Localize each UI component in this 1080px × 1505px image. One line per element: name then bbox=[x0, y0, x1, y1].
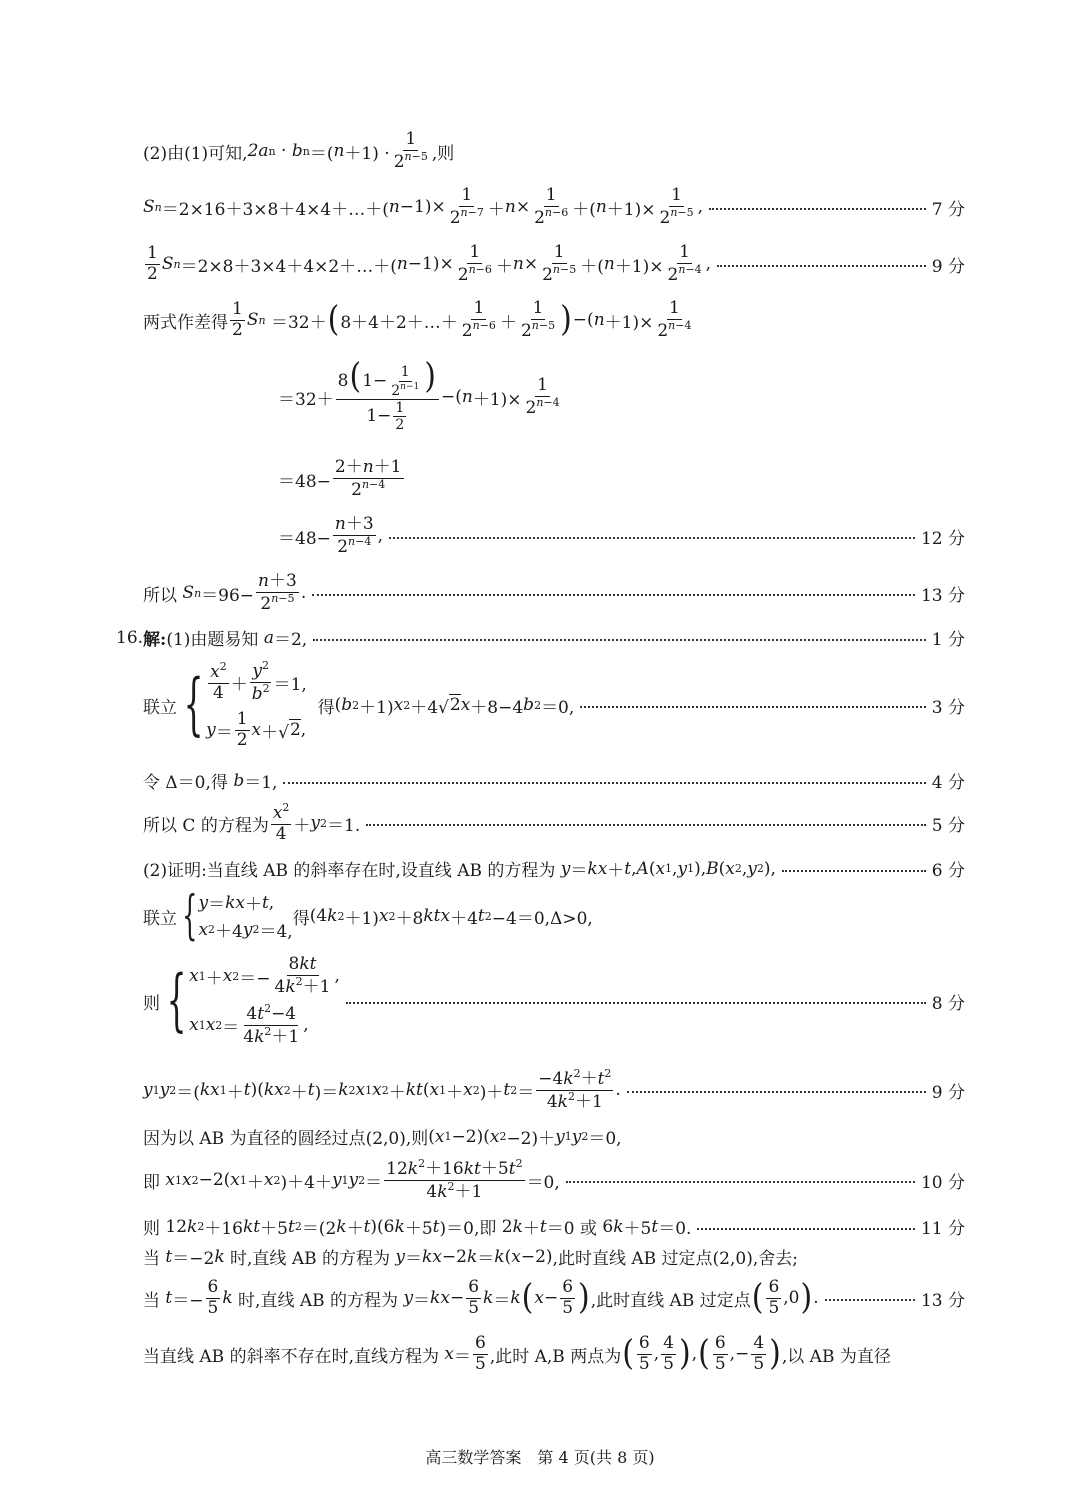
line-vieta bbox=[143, 955, 965, 1047]
huo-text: 或 bbox=[579, 1219, 597, 1239]
q16-header: 16. 解: (1)由题易知 a ＝2, 1 分 bbox=[116, 625, 965, 650]
line-system-2: 联立 { y ＝ kx ＋ t , x 2 ＋4 y 2 ＝4, 得 (4 k 2 ＋1) x 2 ＋8 ktx ＋4 t 2 −4＝0,Δ>0, bbox=[143, 886, 593, 946]
score-label: 12 分 bbox=[920, 528, 965, 549]
ji2-text: ,即 bbox=[473, 1219, 497, 1239]
ji-text: 即 bbox=[143, 1172, 160, 1193]
de-text: 得 bbox=[317, 697, 335, 718]
line-part2-intro: (2)由(1)可知, 2a n · b n ＝( n ＋1) · $\frac{1}{2^{n-5}}$ ,则 bbox=[143, 129, 455, 172]
dot-leader bbox=[312, 594, 915, 596]
dot-leader bbox=[283, 782, 925, 784]
score-label: 9 分 bbox=[931, 256, 965, 277]
ze-text: 则 bbox=[143, 993, 160, 1014]
dot-leader bbox=[566, 1181, 915, 1183]
score-label: 6 分 bbox=[931, 861, 965, 881]
equation-system: { $\frac{x^2}{4}$ ＋ $\frac{y^2}{b^2}$ ＝1, y ＝ $\frac{1}{2}$ x ＋√ 2 , bbox=[183, 659, 307, 750]
when-text: 当 bbox=[143, 1249, 160, 1269]
page-footer: 高三数学答案 第 4 页(共 8 页) bbox=[425, 1448, 655, 1467]
line-difference: 两式作差得 $\frac{1}{2}$ S n ＝32＋ ( 8＋4＋2＋…＋ $\frac{1}{2^{n-6}}$ ＋ $\frac{1}{2^{n-5}}$ ) −( n ＋1)× $\frac{1}{2^{n-4}}$ bbox=[143, 298, 692, 341]
lianli-text: 联立 bbox=[143, 697, 177, 718]
line-factor: 则 12 k 2 ＋16 kt ＋5 t 2 ＝(2 k ＋ t )(6 k ＋5 t )＝0 ,即 2 k ＋ t ＝0 或 6 k ＋5 t ＝0. 11 分 bbox=[143, 1214, 965, 1239]
line-system-1: 联立 { $\frac{x^2}{4}$ ＋ $\frac{y^2}{b^2}$ ＝1, y ＝ $\frac{1}{2}$ x ＋√ 2 , 得 ( b 2 ＋1) x 2 ＋4√ 2 x ＋8−4 b 2 ＝0, 3 分 bbox=[143, 659, 965, 750]
c-equation-intro: 所以 C 的方程为 bbox=[143, 815, 269, 836]
score-label: 13 分 bbox=[920, 585, 965, 606]
line-c-equation: 所以 C 的方程为 $\frac{x^2}{4}$ ＋ y 2 ＝1. 5 分 bbox=[143, 801, 965, 844]
question-number: 16. bbox=[116, 627, 144, 648]
last-c-text: ,以 AB 为直径 bbox=[781, 1346, 891, 1367]
score-label: 13 分 bbox=[920, 1290, 965, 1311]
so-text: 所以 bbox=[143, 585, 177, 606]
dot-leader bbox=[366, 824, 926, 826]
de-b-text: ,得 bbox=[205, 773, 228, 793]
part2-then-text: ,则 bbox=[431, 143, 455, 164]
line-case-1: 当 t ＝−2 k 时,直线 AB 的方程为 y ＝ kx −2 k ＝ k ( x −2) ,此时直线 AB 过定点(2,0),舍去; bbox=[143, 1244, 965, 1269]
last-text: 当直线 AB 的斜率不存在时,直线方程为 bbox=[143, 1346, 439, 1367]
when-b-text: 时,直线 AB 的方程为 bbox=[230, 1249, 391, 1269]
dot-leader bbox=[782, 870, 926, 872]
difference-intro-text: 两式作差得 bbox=[143, 312, 228, 333]
dot-leader bbox=[709, 208, 926, 210]
dot-leader bbox=[389, 537, 915, 539]
line-case-2: 当 t ＝− $\frac{6}{5}$ k 时,直线 AB 的方程为 y ＝ kx − $\frac{6}{5}$ k ＝ k ( x − $\frac{6}{5}$ ) ,此时直线 AB 过定点 ( $\frac{6}{5}$ ,0 ) . 13 分 bbox=[143, 1277, 965, 1318]
ling-text: 令 bbox=[143, 773, 160, 793]
score-label: 3 分 bbox=[931, 697, 965, 718]
fraction: 8(1− $\frac{1}{2^{n-1}}$ ) 1− $\frac{1}{2}$ bbox=[336, 362, 439, 433]
line-sn: S n ＝2×16＋3×8＋4×4＋…＋( n −1)× $\frac{1}{2^{n-7}}$ ＋ n × $\frac{1}{2^{n-6}}$ ＋( n ＋1)× $\frac{1}{2^{n-5}}$ , 7 分 bbox=[143, 185, 965, 228]
score-label: 10 分 bbox=[920, 1172, 965, 1193]
part2-intro-text: (2)由(1)可知, bbox=[143, 143, 248, 164]
dot-leader bbox=[697, 1228, 915, 1230]
dot-leader bbox=[825, 1299, 915, 1301]
line-simplify-2: ＝48− $\frac{n+3}{2^{n-4}}$ , 12 分 bbox=[278, 514, 965, 557]
dot-leader bbox=[313, 639, 926, 641]
fraction: $\frac{1}{2^{n-5}}$ bbox=[393, 129, 428, 172]
last-b-text: ,此时 A,B 两点为 bbox=[489, 1346, 622, 1367]
line-vertical-case: 当直线 AB 的斜率不存在时,直线方程为 x ＝ $\frac{6}{5}$ ,此时 A,B 两点为 ( $\frac{6}{5}$ , $\frac{4}{5}$ ) , ( $\frac{6}{5}$ ,− $\frac{4}{5}$ ) ,以 AB 为直径 bbox=[143, 1333, 891, 1374]
when-text: 当 bbox=[143, 1290, 160, 1311]
dot-leader bbox=[346, 1002, 926, 1004]
when-b-text: 时,直线 AB 的方程为 bbox=[238, 1290, 399, 1311]
score-label: 9 分 bbox=[931, 1082, 965, 1103]
proof-text: (2)证明:当直线 AB 的斜率存在时,设直线 AB 的方程为 bbox=[143, 861, 556, 881]
because-text: 因为以 AB 为直径的圆经过点(2,0),则 bbox=[143, 1129, 429, 1149]
line-half-sn: $\frac{1}{2}$ S n ＝2×8＋3×4＋4×2＋…＋( n −1)× $\frac{1}{2^{n-6}}$ ＋ n × $\frac{1}{2^{n-5}}$ ＋( n ＋1)× $\frac{1}{2^{n-4}}$ , 9 分 bbox=[147, 242, 965, 285]
de-text: 得 bbox=[292, 908, 310, 929]
solution-label: 解: bbox=[143, 630, 167, 650]
line-sn-result: 所以 S n ＝96− $\frac{n+3}{2^{n-5}}$ . 13 分 bbox=[143, 571, 965, 614]
score-label: 7 分 bbox=[931, 199, 965, 220]
equation-system: { x 1 ＋ x 2 ＝− $\frac{8kt}{4k^2+1}$ , x 1 x 2 ＝ $\frac{4t^2-4}{4k^2+1}$ , bbox=[166, 954, 340, 1047]
score-label: 4 分 bbox=[931, 773, 965, 793]
line-y1y2: y 1 y 2 ＝( kx 1 ＋ t )( kx 2 ＋ t )＝ k 2 x 1 x 2 ＋ kt ( x 1 ＋ x 2 )＋ t 2 ＝ $\frac{-4k^2+t^2}{4k^2+1}$ . 9 分 bbox=[143, 1067, 965, 1112]
score-label: 1 分 bbox=[931, 630, 965, 650]
line-because: 因为以 AB 为直径的圆经过点(2,0),则 ( x 1 −2)( x 2 −2)＋ y 1 y 2 ＝0, bbox=[143, 1124, 965, 1149]
dot-leader bbox=[627, 1091, 926, 1093]
when-c-text: ,此时直线 AB 过定点(2,0),舍去; bbox=[552, 1249, 798, 1269]
line-simplify-1: ＝48− $\frac{2+n+1}{2^{n-4}}$ bbox=[278, 457, 402, 500]
lianli-text: 联立 bbox=[143, 908, 177, 929]
line-geometric-sum: ＝32＋ 8(1− $\frac{1}{2^{n-1}}$ ) 1− $\frac{1}{2}$ −( n ＋1)× $\frac{1}{2^{n-4}}$ bbox=[278, 356, 560, 433]
line-delta: 令 Δ＝0 ,得 b ＝1, 4 分 bbox=[143, 768, 965, 793]
score-label: 5 分 bbox=[931, 815, 965, 836]
when2-c-text: ,此时直线 AB 过定点 bbox=[590, 1290, 751, 1311]
ze2-text: 则 bbox=[143, 1219, 160, 1239]
score-label: 8 分 bbox=[931, 993, 965, 1014]
q16-part1-text: (1)由题易知 bbox=[166, 630, 259, 650]
line-proof: (2)证明:当直线 AB 的斜率存在时,设直线 AB 的方程为 y ＝ kx ＋ t , A ( x 1 , y 1 ), B ( x 2 , y 2 ), 6 分 bbox=[143, 856, 965, 881]
line-ji: 即 x 1 x 2 −2( x 1 ＋ x 2 )＋4＋ y 1 y 2 ＝ $\frac{12k^2+16kt+5t^2}{4k^2+1}$ ＝0, 10 分 bbox=[143, 1157, 965, 1202]
dot-leader bbox=[717, 265, 926, 267]
score-label: 11 分 bbox=[920, 1219, 965, 1239]
dot-leader bbox=[580, 706, 925, 708]
equation-system: { y ＝ kx ＋ t , x 2 ＋4 y 2 ＝4, bbox=[182, 886, 293, 946]
